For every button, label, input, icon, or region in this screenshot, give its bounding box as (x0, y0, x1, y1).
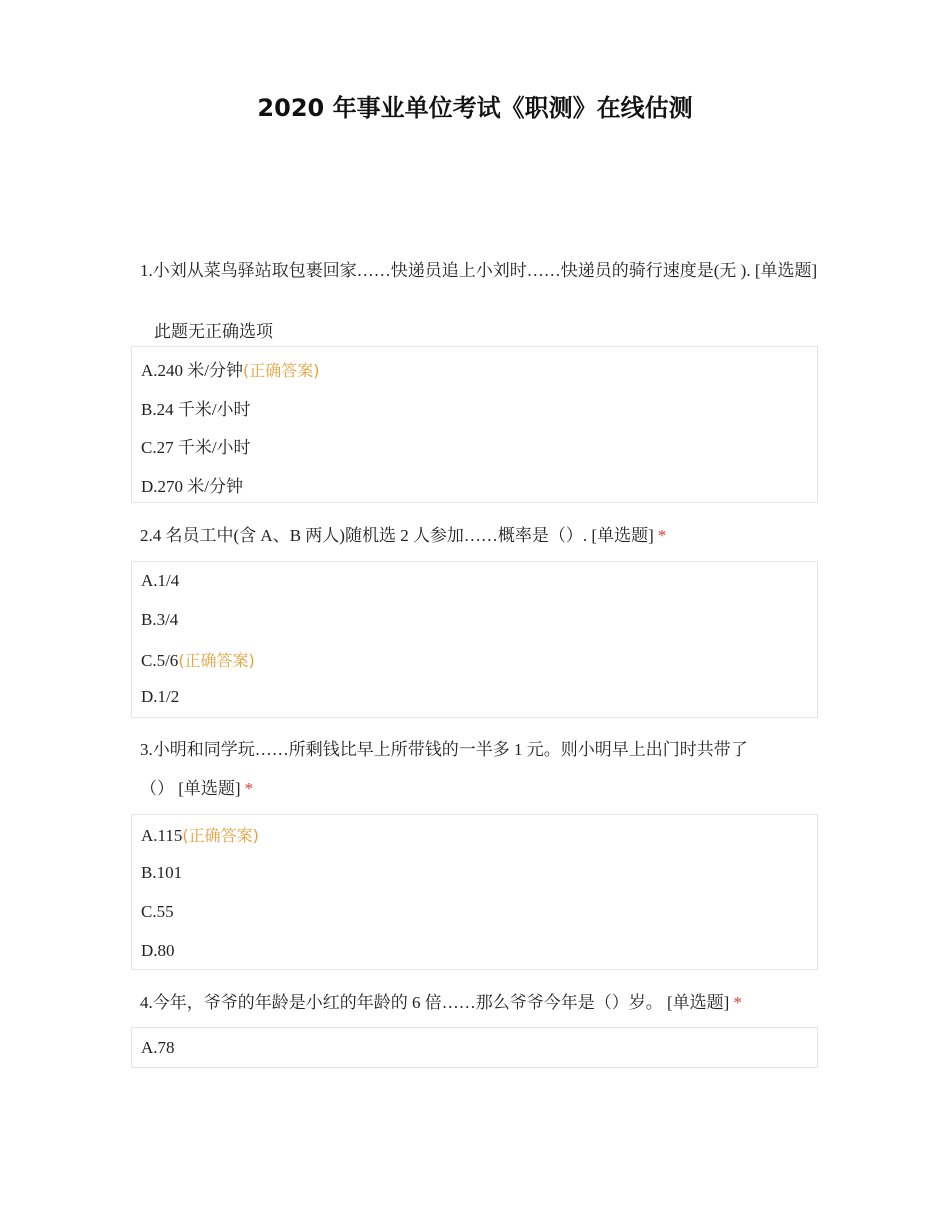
question-1-options (131, 346, 818, 503)
question-4-options (131, 1027, 818, 1068)
question-2-text: 2.4 名员工中(含 A、B 两人)随机选 2 人参加……概率是（）. [单选题] (140, 526, 654, 545)
option-label: A.1/4 (141, 571, 180, 590)
option-label: B.101 (141, 863, 183, 882)
option-label: D.270 米/分钟 (141, 477, 243, 496)
option-q1-a[interactable] (141, 356, 320, 381)
question-3-text: 3.小明和同学玩……所剩钱比早上所带钱的一半多 1 元。则小明早上出门时共带了 (140, 740, 748, 759)
question-3-options (131, 814, 818, 970)
option-label: D.1/2 (141, 687, 180, 706)
option-q1-d[interactable] (141, 472, 243, 497)
option-label: B.3/4 (141, 610, 179, 629)
question-3-title-cont (140, 776, 820, 802)
option-label: A.115 (141, 826, 183, 845)
option-q2-c[interactable] (141, 648, 255, 671)
required-star: * (657, 526, 667, 545)
question-3-text-cont: （） [单选题] (140, 779, 241, 798)
question-1-title (140, 258, 820, 284)
option-q3-a[interactable] (141, 823, 259, 846)
option-q2-d[interactable] (141, 687, 179, 707)
option-label: D.80 (141, 941, 175, 960)
page-title: 2020 年事业单位考试《职测》在线估测 (257, 94, 693, 122)
option-label: C.5/6 (141, 651, 179, 670)
option-q4-a[interactable] (141, 1038, 175, 1058)
option-label: B.24 千米/小时 (141, 400, 251, 419)
option-label: A.78 (141, 1038, 175, 1057)
question-2-options (131, 561, 818, 718)
option-q2-a[interactable] (141, 571, 179, 591)
question-1-text: 1.小刘从菜鸟驿站取包裹回家……快递员追上小刘时……快递员的骑行速度是(无 ). [单选题] (140, 261, 818, 280)
option-label: C.27 千米/小时 (141, 438, 251, 457)
required-star: * (733, 993, 742, 1012)
required-star: * (244, 779, 254, 798)
option-q3-b[interactable] (141, 863, 182, 883)
option-q2-b[interactable] (141, 610, 178, 630)
option-q3-c[interactable] (141, 902, 174, 922)
option-q3-d[interactable] (141, 941, 175, 961)
correct-answer-tag: (正确答案) (182, 826, 259, 845)
correct-answer-tag: (正确答案) (178, 651, 255, 670)
option-q1-b[interactable] (141, 395, 251, 420)
question-2-title (140, 523, 820, 549)
option-label: A.240 米/分钟 (141, 361, 243, 380)
question-1-note: 此题无正确选项 (154, 322, 273, 341)
question-3-title (140, 737, 820, 763)
option-label: C.55 (141, 902, 174, 921)
correct-answer-tag: (正确答案) (243, 361, 320, 380)
question-4-text: 4.今年，爷爷的年龄是小红的年龄的 6 倍……那么爷爷今年是（）岁。 [单选题] (140, 993, 730, 1012)
option-q1-c[interactable] (141, 433, 251, 458)
question-4-title (140, 990, 820, 1016)
